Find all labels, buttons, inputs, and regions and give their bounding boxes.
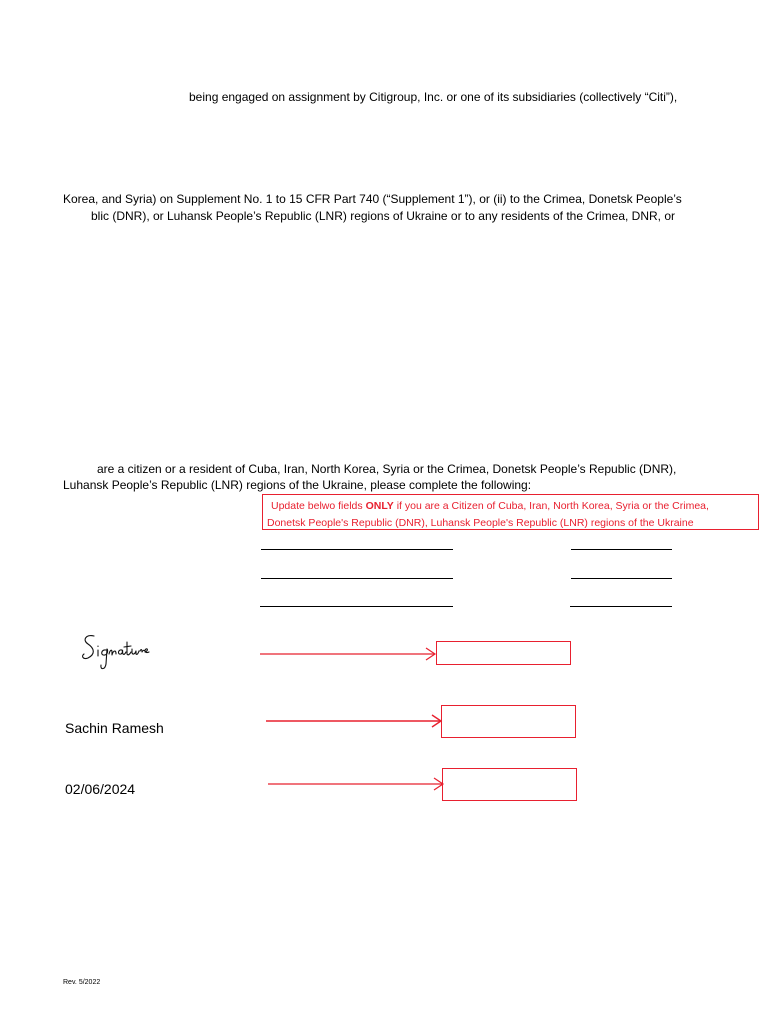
- blank-line-signature[interactable]: [261, 549, 453, 550]
- paragraph-3-line-1: are a citizen or a resident of Cuba, Iran, North Korea, Syria or the Crimea, Donetsk People’s Republic (DNR),: [97, 462, 677, 476]
- blank-line-right-2[interactable]: [571, 578, 672, 579]
- blank-line-title[interactable]: [260, 606, 453, 607]
- annotation-notice-line-2: Donetsk People's Republic (DNR), Luhansk People's Republic (LNR) regions of the Ukraine: [267, 517, 694, 529]
- blank-line-name[interactable]: [261, 578, 453, 579]
- paragraph-1-line-1: being engaged on assignment by Citigroup, Inc. or one of its subsidiaries (collectively “Citi”),: [189, 90, 678, 104]
- annotation-notice-line-1: [271, 498, 758, 515]
- date-value: 02/06/2024: [65, 781, 136, 797]
- paragraph-2-line-2: blic (DNR), or Luhansk People’s Republic (LNR) regions of Ukraine or to any residents of the Crimea, DNR, or: [91, 209, 676, 223]
- blank-line-right-1[interactable]: [571, 549, 672, 550]
- blank-line-right-3[interactable]: [570, 606, 672, 607]
- signature-target-box[interactable]: [436, 641, 571, 665]
- arrow-name: [266, 713, 446, 729]
- annotation-notice-after: if you are a Citizen of Cuba, Iran, North Korea, Syria or the Crimea,: [393, 500, 709, 512]
- name-target-box[interactable]: [441, 705, 576, 738]
- arrow-signature: [260, 646, 440, 662]
- revision-label: Rev. 5/2022: [63, 979, 101, 986]
- handwritten-signature: [76, 630, 150, 676]
- paragraph-2-line-1: Korea, and Syria) on Supplement No. 1 to 15 CFR Part 740 (“Supplement 1”), or (ii) to the Crimea, Donetsk People’s: [63, 192, 682, 206]
- date-target-box[interactable]: [442, 768, 577, 801]
- annotation-notice-before: Update belwo fields: [271, 500, 366, 512]
- annotation-notice-emphasis: ONLY: [365, 500, 394, 512]
- arrow-date: [268, 776, 448, 792]
- paragraph-3-line-2: Luhansk People’s Republic (LNR) regions of the Ukraine, please complete the following:: [63, 478, 532, 492]
- name-value: Sachin Ramesh: [65, 720, 164, 736]
- annotation-notice-box: [262, 494, 759, 530]
